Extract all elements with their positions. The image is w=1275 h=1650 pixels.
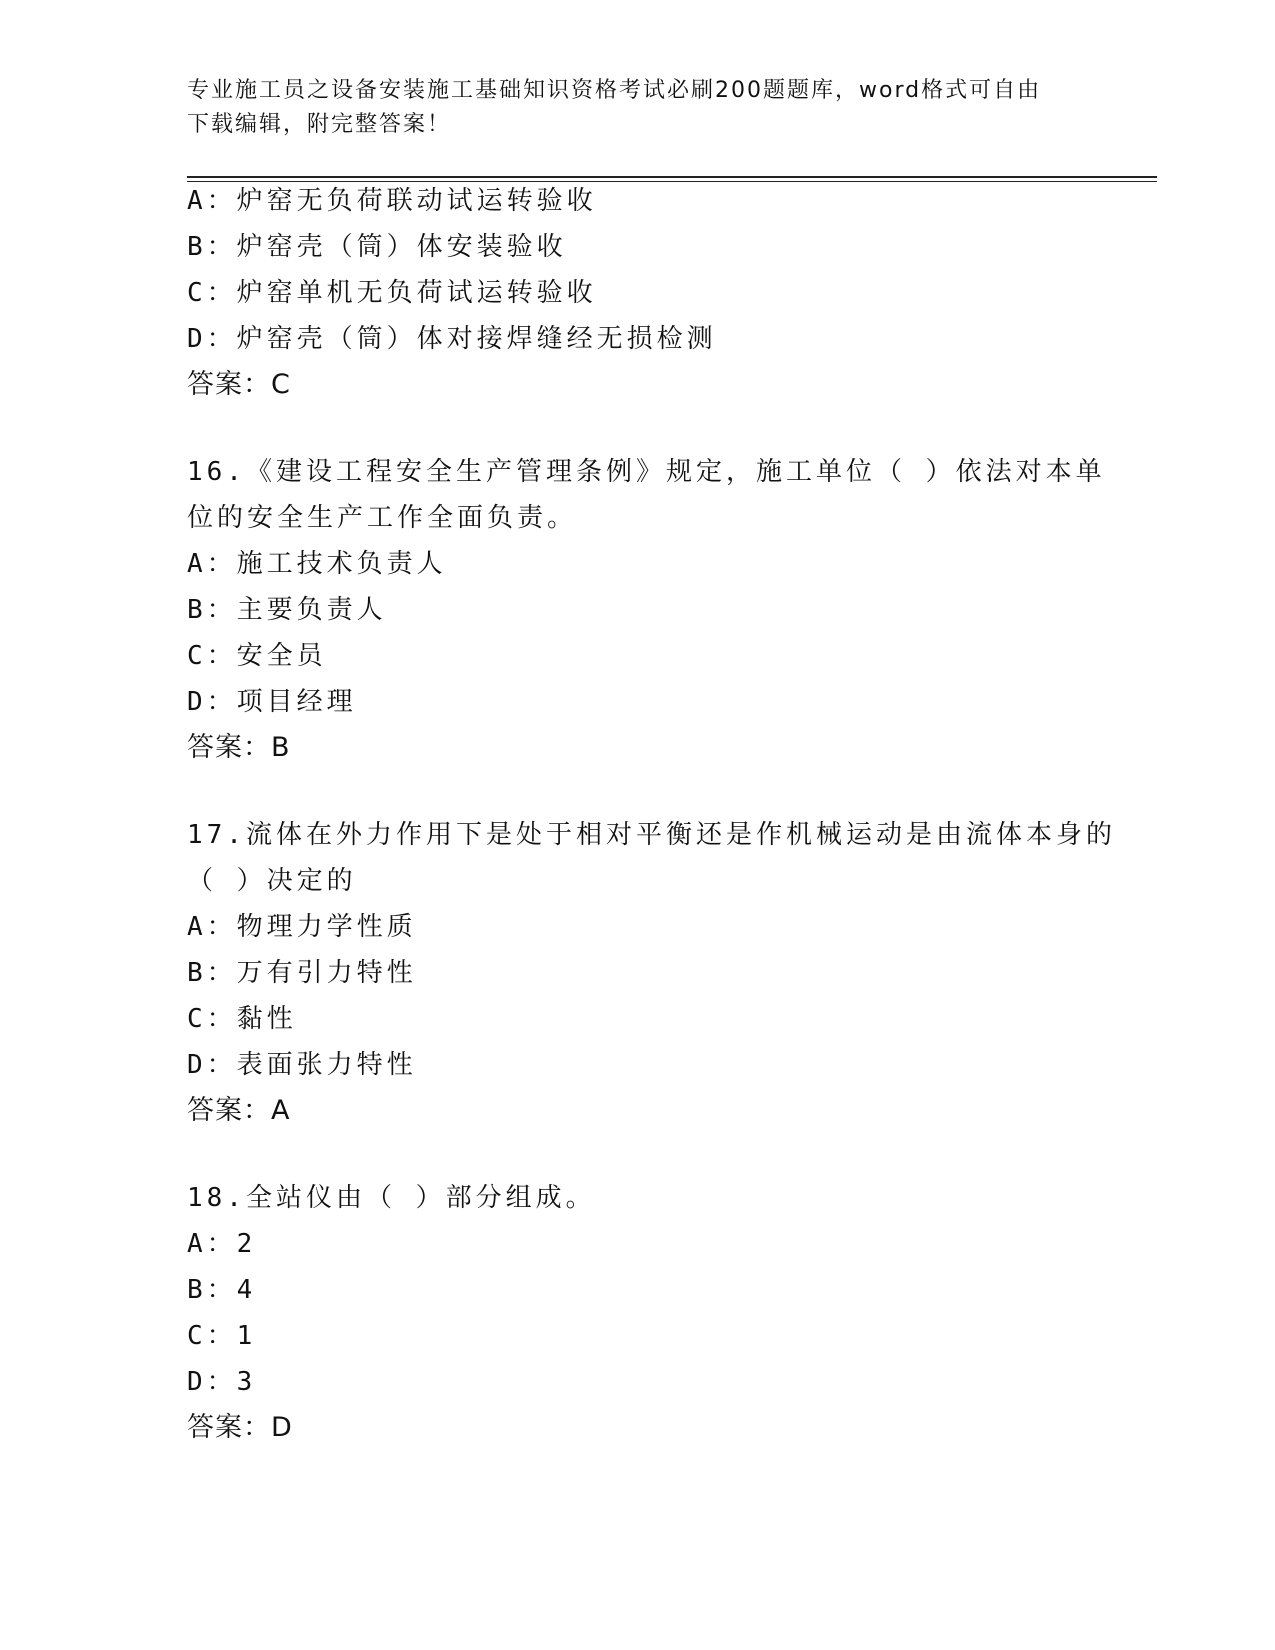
question-17-answer: 答案：A [187,1095,291,1126]
question-18 [187,1175,1157,1405]
question-stem-continued: （ ）决定的 [187,866,357,896]
option-a: A：炉窑无负荷联动试运转验收 [187,186,597,216]
option-b: B：炉窑壳（筒）体安装验收 [187,232,567,262]
question-17 [187,812,1157,1088]
question-16 [187,449,1157,725]
option-c: C：炉窑单机无负荷试运转验收 [187,278,597,308]
question-15-options [187,178,1157,362]
document-header [187,74,1087,142]
question-16-answer: 答案：B [187,732,291,763]
option-b: B：主要负责人 [187,595,387,625]
option-a: A：物理力学性质 [187,912,417,942]
option-d: D：3 [187,1367,257,1397]
option-d: D：项目经理 [187,687,357,717]
question-stem: 17.流体在外力作用下是处于相对平衡还是作机械运动是由流体本身的 [187,820,1116,850]
option-a: A：施工技术负责人 [187,549,447,579]
option-d: D：表面张力特性 [187,1050,417,1080]
question-stem: 18.全站仪由（ ）部分组成。 [187,1183,596,1213]
header-line-1: 专业施工员之设备安装施工基础知识资格考试必刷200题题库，word格式可自由 [187,78,1042,103]
question-18-answer: 答案：D [187,1412,293,1443]
question-15-answer: 答案：C [187,369,291,400]
question-stem-continued: 位的安全生产工作全面负责。 [187,503,578,533]
option-c: C：黏性 [187,1004,297,1034]
option-c: C：安全员 [187,641,327,671]
question-stem: 16.《建设工程安全生产管理条例》规定，施工单位（ ）依法对本单 [187,457,1106,487]
option-c: C：1 [187,1321,257,1351]
option-b: B：4 [187,1275,257,1305]
option-a: A：2 [187,1229,257,1259]
option-d: D：炉窑壳（筒）体对接焊缝经无损检测 [187,324,717,354]
option-b: B：万有引力特性 [187,958,417,988]
header-line-2: 下载编辑，附完整答案！ [187,112,452,137]
